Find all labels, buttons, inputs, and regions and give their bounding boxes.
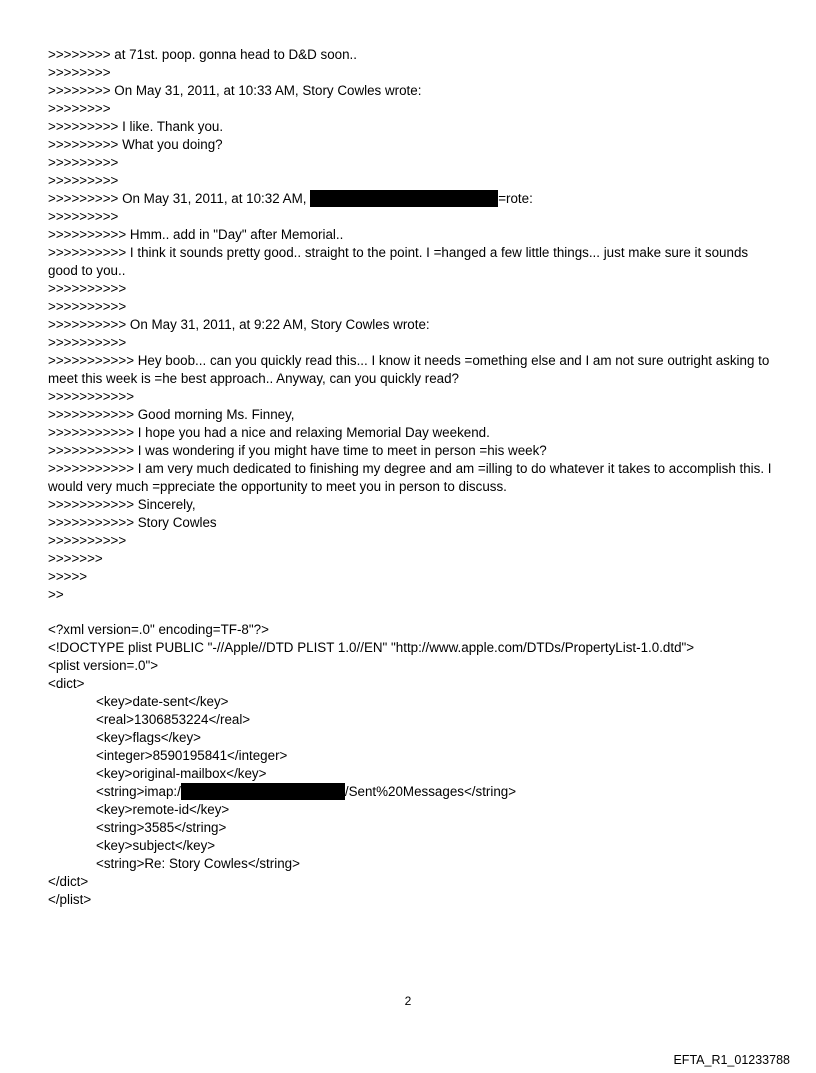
- email-line: >>>>>>>>>>: [48, 281, 127, 296]
- email-line: >>>>>>>>>> I think it sounds pretty good.. straight to the point. I =hanged a few little things... just make sure it sounds good to you..: [48, 245, 749, 278]
- email-line: >>>>>>>>> What you doing?: [48, 137, 223, 152]
- email-line: >>>>>>>>>>> Sincerely,: [48, 497, 196, 512]
- email-line-redacted: [48, 190, 778, 208]
- plist-metadata: [48, 621, 768, 909]
- email-line: >>>>>: [48, 569, 88, 584]
- plist-entry-redacted: [48, 783, 768, 801]
- email-line: >>>>>>>>> I like. Thank you.: [48, 119, 224, 134]
- page-number: 2: [404, 994, 412, 1008]
- plist-entry: <string>3585</string>: [96, 820, 227, 835]
- email-line: >>>>>>>>: [48, 101, 111, 116]
- plist-entry: <key>subject</key>: [96, 838, 216, 853]
- dict-close-tag: </dict>: [48, 874, 89, 889]
- email-line: >>>>>>>>>>> Hey boob... can you quickly read this... I know it needs =omething else and I am not sure outright asking to meet this week is =he best approach.. Anyway, can you quickly read?: [48, 353, 770, 386]
- email-line: >>>>>>>>: [48, 65, 111, 80]
- email-line: >>>>>>>>>>> I am very much dedicated to finishing my degree and am =illing to do whatever it takes to accomplish this. I would very much =ppreciate the opportunity to meet you in person to discuss.: [48, 461, 772, 494]
- plist-open-tag: <plist version=.0">: [48, 658, 159, 673]
- email-line: >>>>>>>> at 71st. poop. gonna head to D&D soon..: [48, 47, 357, 62]
- email-line: >>: [48, 587, 64, 602]
- xml-declaration: <?xml version=.0" encoding=TF-8"?>: [48, 622, 269, 637]
- plist-entry: <key>date-sent</key>: [96, 694, 229, 709]
- redacted-line-after: =rote:: [498, 191, 533, 206]
- plist-entry: <string>Re: Story Cowles</string>: [96, 856, 300, 871]
- email-line: >>>>>>>>>>> I was wondering if you might have time to meet in person =his week?: [48, 443, 547, 458]
- email-line: >>>>>>>>>>> Story Cowles: [48, 515, 217, 530]
- redaction-box: [181, 783, 345, 800]
- email-line: >>>>>>>> On May 31, 2011, at 10:33 AM, Story Cowles wrote:: [48, 83, 422, 98]
- email-line: >>>>>>>>>>: [48, 299, 127, 314]
- email-line: >>>>>>>>>: [48, 209, 119, 224]
- email-line: >>>>>>>>>: [48, 155, 119, 170]
- email-line: >>>>>>>>>>>: [48, 389, 135, 404]
- plist-entry: <key>original-mailbox</key>: [96, 766, 267, 781]
- doctype-line: <!DOCTYPE plist PUBLIC "-//Apple//DTD PLIST 1.0//EN" "http://www.apple.com/DTDs/PropertyList-1.0.dtd">: [48, 640, 695, 655]
- email-line: >>>>>>>>>> Hmm.. add in "Day" after Memorial..: [48, 227, 344, 242]
- redacted-line-before: >>>>>>>>> On May 31, 2011, at 10:32 AM,: [48, 191, 311, 206]
- email-quoted-thread: [48, 46, 778, 604]
- imap-before: <string>imap:/: [96, 784, 181, 799]
- email-line: >>>>>>>>>>: [48, 335, 127, 350]
- email-line: >>>>>>>>>>: [48, 533, 127, 548]
- bates-number: EFTA_R1_01233788: [673, 1053, 790, 1067]
- imap-after: /Sent%20Messages</string>: [344, 784, 517, 799]
- plist-close-tag: </plist>: [48, 892, 92, 907]
- plist-entry: <real>1306853224</real>: [96, 712, 251, 727]
- email-line: >>>>>>>>>: [48, 173, 119, 188]
- redaction-box: [310, 190, 498, 207]
- email-line: >>>>>>>>>> On May 31, 2011, at 9:22 AM, Story Cowles wrote:: [48, 317, 430, 332]
- email-line: >>>>>>>>>>> I hope you had a nice and relaxing Memorial Day weekend.: [48, 425, 490, 440]
- dict-open-tag: <dict>: [48, 676, 85, 691]
- email-line: >>>>>>>: [48, 551, 103, 566]
- email-line: >>>>>>>>>>> Good morning Ms. Finney,: [48, 407, 295, 422]
- plist-entry: <key>remote-id</key>: [96, 802, 230, 817]
- plist-entry: <integer>8590195841</integer>: [96, 748, 288, 763]
- plist-entry: <key>flags</key>: [96, 730, 201, 745]
